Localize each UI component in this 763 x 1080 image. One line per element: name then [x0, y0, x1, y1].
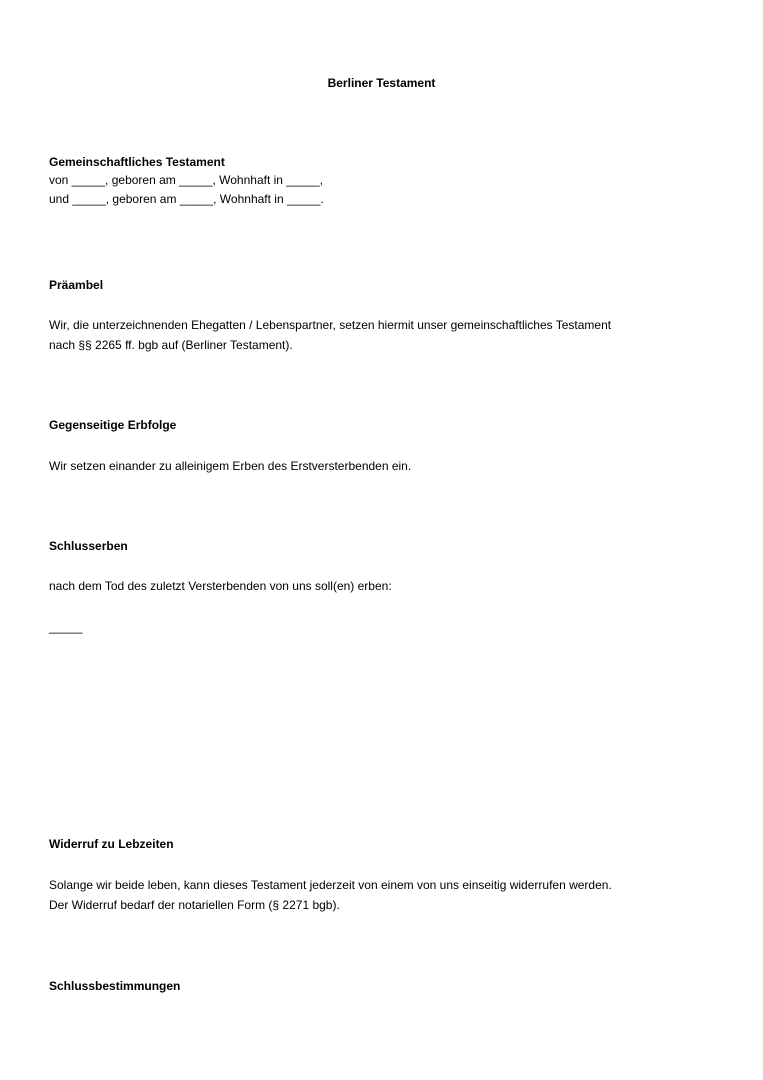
revocation-text [49, 875, 719, 915]
preamble-line-2: nach §§ 2265 ff. bgb auf (Berliner Testament). [49, 338, 293, 352]
preamble-line-1: Wir, die unterzeichnenden Ehegatten / Lebenspartner, setzen hiermit unser gemeinschaftliches Testament [49, 318, 612, 332]
final-heirs-section [49, 536, 719, 556]
revocation-line-2: Der Widerruf bedarf der notariellen Form (§ 2271 bgb). [49, 898, 340, 912]
parties-section [49, 152, 719, 209]
final-heirs-blank-block [49, 617, 719, 637]
parties-line-2: und _____, geboren am _____, Wohnhaft in _____. [49, 192, 324, 206]
final-heirs-blank: _____ [49, 620, 83, 634]
final-heirs-heading: Schlusserben [49, 539, 128, 553]
final-heirs-text-block [49, 576, 719, 596]
revocation-line-1: Solange wir beide leben, kann dieses Testament jederzeit von einem von uns einseitig widerrufen werden. [49, 878, 612, 892]
revocation-section [49, 834, 719, 854]
parties-heading: Gemeinschaftliches Testament [49, 155, 225, 169]
document-title: Berliner Testament [327, 76, 436, 90]
preamble-section [49, 275, 719, 295]
mutual-succession-section [49, 415, 719, 435]
preamble-heading: Präambel [49, 278, 104, 292]
final-heirs-text: nach dem Tod des zuletzt Versterbenden von uns soll(en) erben: [49, 579, 392, 593]
mutual-succession-text: Wir setzen einander zu alleinigem Erben des Erstversterbenden ein. [49, 459, 412, 473]
final-provisions-heading: Schlussbestimmungen [49, 979, 181, 993]
preamble-text [49, 315, 719, 355]
mutual-succession-heading: Gegenseitige Erbfolge [49, 418, 177, 432]
revocation-heading: Widerruf zu Lebzeiten [49, 837, 174, 851]
final-provisions-section [49, 976, 719, 996]
mutual-succession-text-block [49, 456, 719, 476]
parties-line-1: von _____, geboren am _____, Wohnhaft in _____, [49, 173, 323, 187]
